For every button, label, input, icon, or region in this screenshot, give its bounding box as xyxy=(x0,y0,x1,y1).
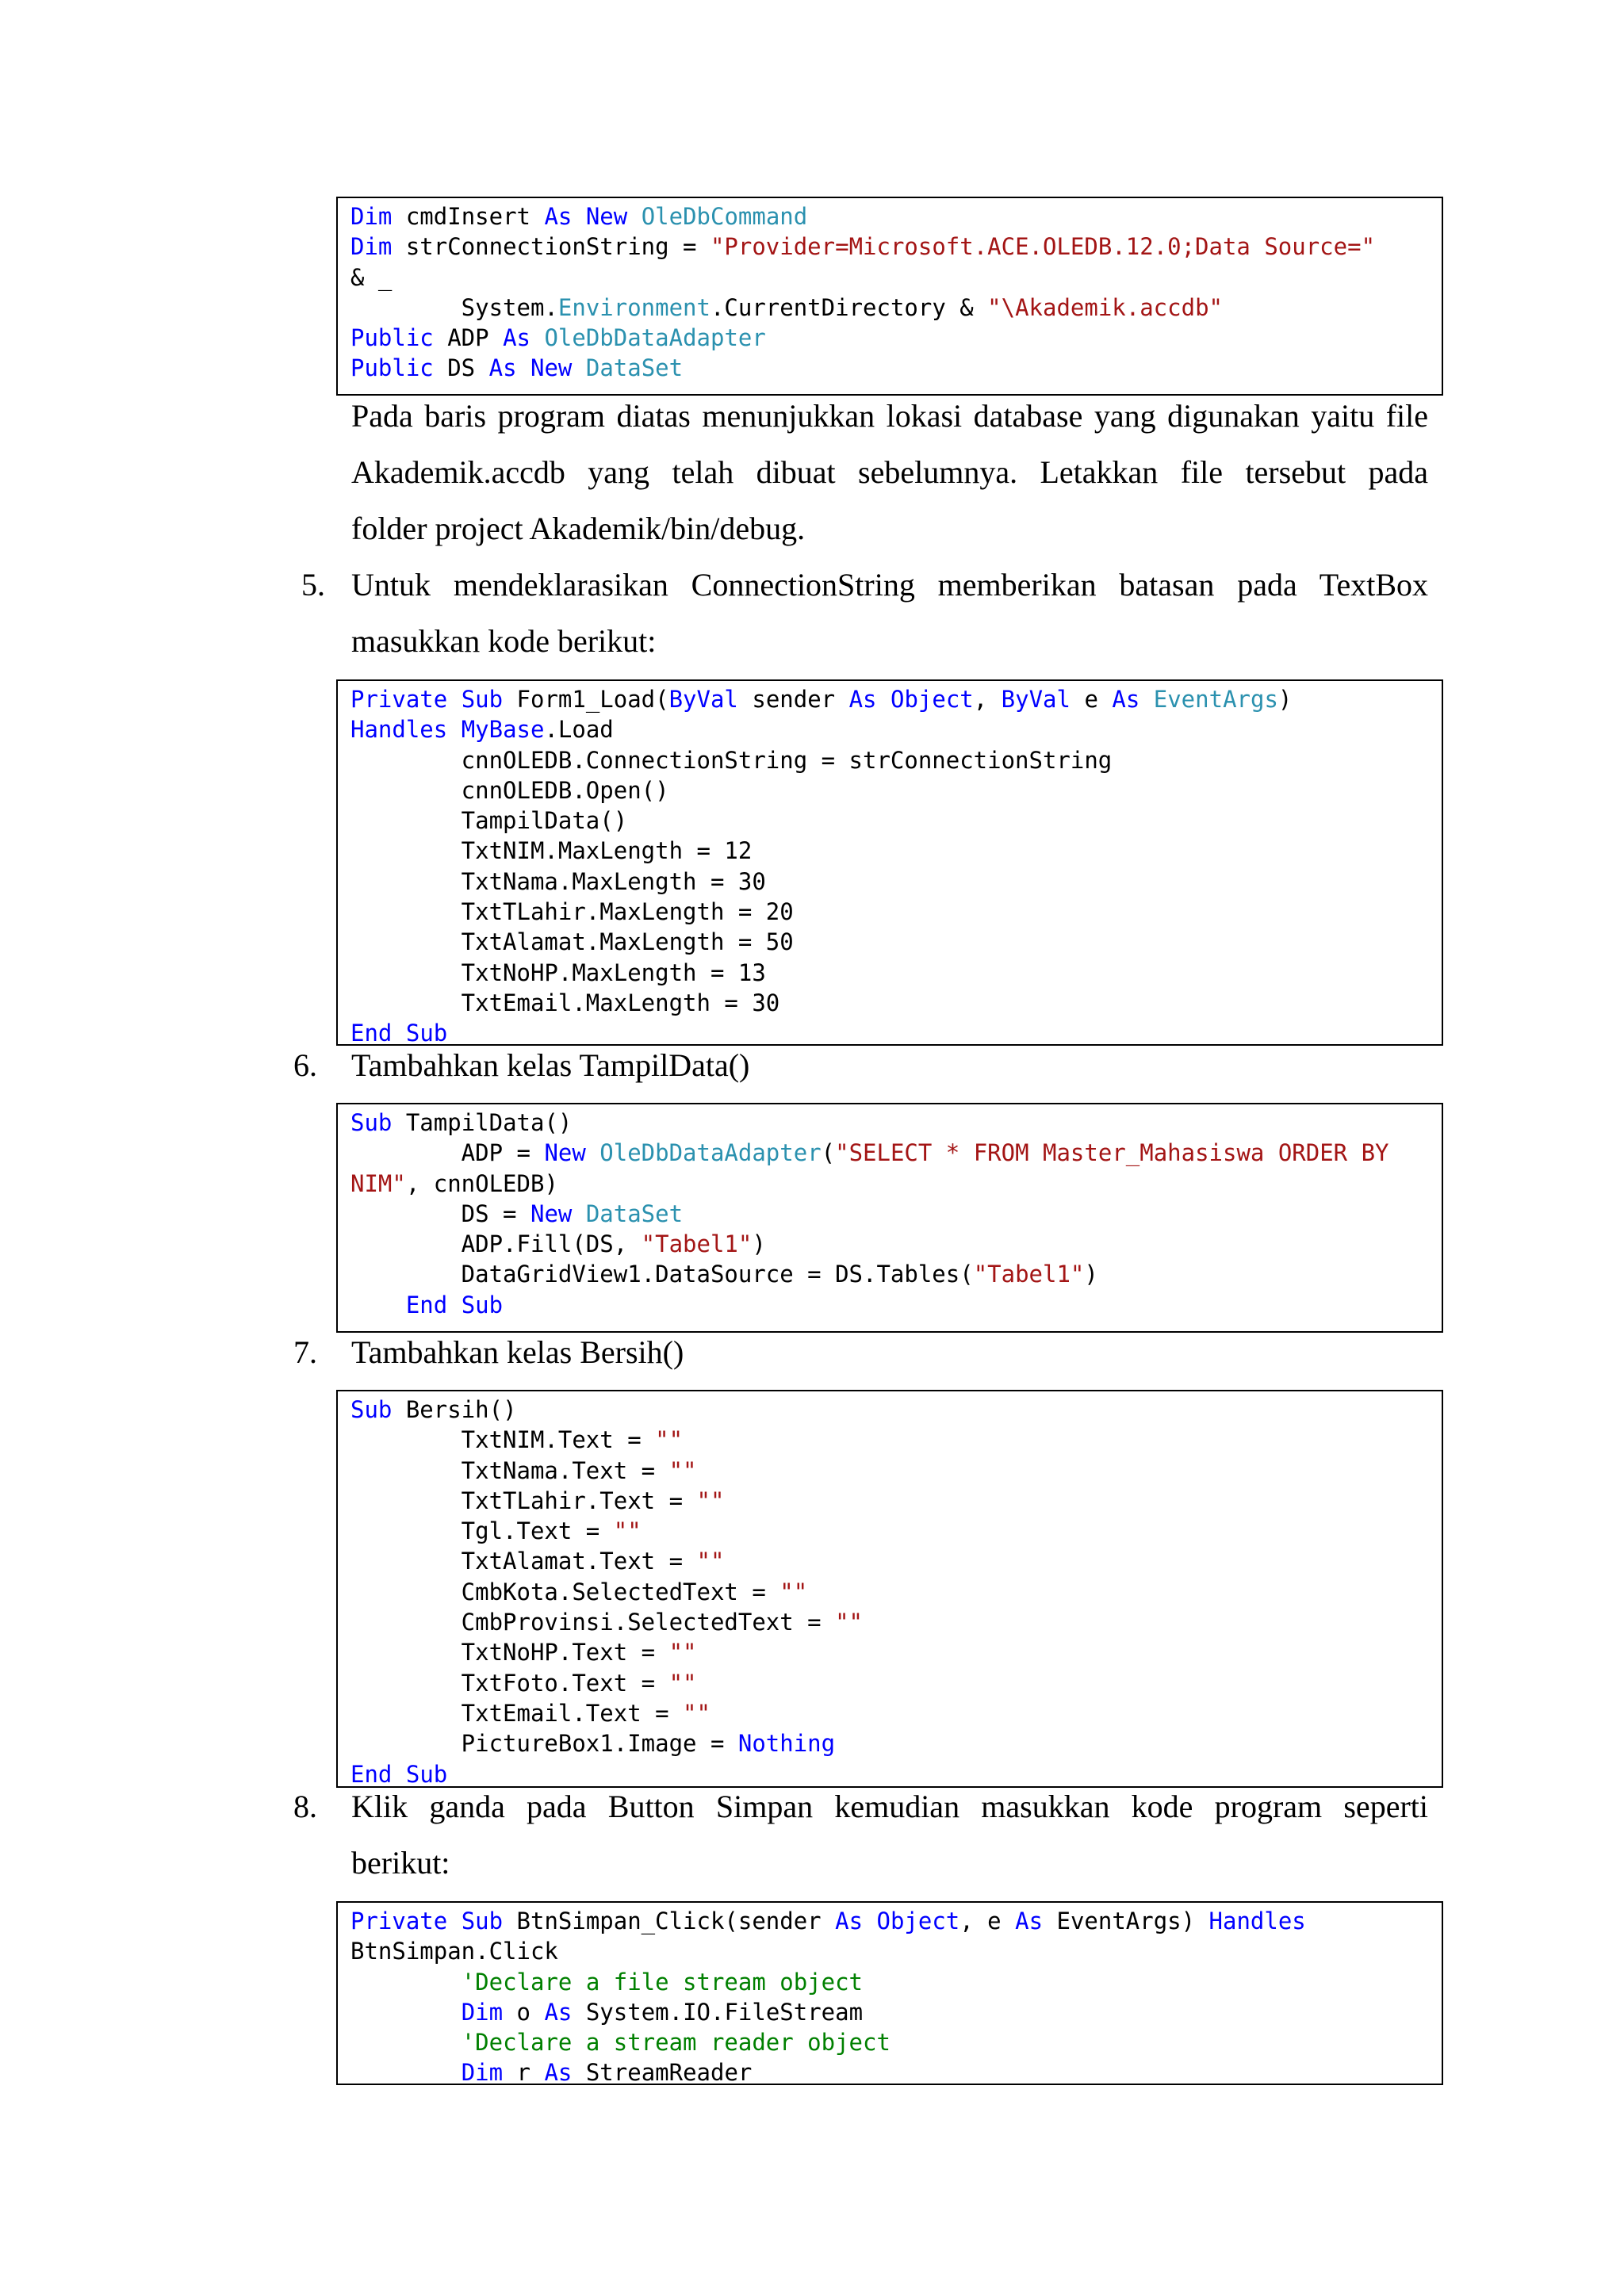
code-token: DS xyxy=(433,354,489,382)
code-token: Dim xyxy=(350,233,393,261)
code-line xyxy=(350,201,1442,232)
code-token: Sub xyxy=(461,686,504,713)
code-block-3 xyxy=(336,1103,1443,1333)
code-token: EventArgs xyxy=(1153,686,1278,713)
code-token: PictureBox1.Image = xyxy=(350,1730,738,1758)
code-token: CmbKota.SelectedText = xyxy=(350,1578,780,1605)
code-line xyxy=(350,323,1442,353)
code-token: "" xyxy=(696,1487,725,1514)
code-token: "" xyxy=(683,1699,710,1727)
code-token: As xyxy=(503,324,530,352)
code-token: BtnSimpan_Click(sender xyxy=(503,1908,836,1934)
code-token: "\Akademik.accdb" xyxy=(987,293,1223,321)
code-token: ) xyxy=(1277,686,1293,713)
step-6-text xyxy=(351,1037,1428,1093)
code-token: As xyxy=(1112,686,1140,713)
code-token: cmdInsert xyxy=(392,203,545,230)
code-token: Sub xyxy=(350,1396,393,1423)
code-line xyxy=(350,1169,1442,1199)
step-8-text xyxy=(351,1778,1428,1891)
code-block-5 xyxy=(336,1901,1443,2085)
step-number: 7. xyxy=(293,1334,317,1370)
code-token: Private xyxy=(350,686,448,713)
code-token: Sub xyxy=(405,1020,448,1046)
code-token: Nothing xyxy=(737,1730,836,1758)
code-line xyxy=(350,1395,1442,1425)
paragraph-line: Klik ganda pada Button Simpan kemudian masukkan kode program seperti xyxy=(351,1789,1428,1824)
code-token: Bersih() xyxy=(392,1396,517,1423)
code-line xyxy=(350,2057,1442,2085)
code-line xyxy=(350,293,1442,323)
code-line xyxy=(350,1637,1442,1667)
code-token: & _ xyxy=(350,263,393,291)
code-line xyxy=(350,684,1442,714)
paragraph-database-location xyxy=(351,388,1428,557)
code-line xyxy=(350,1425,1442,1455)
code-token: End xyxy=(350,1020,393,1046)
code-token: StreamReader xyxy=(572,2059,753,2085)
code-token: As xyxy=(835,1908,864,1934)
code-token: Private xyxy=(350,1908,448,1934)
code-line xyxy=(350,1668,1442,1698)
code-token: NIM" xyxy=(350,1169,406,1197)
code-token: "Tabel1" xyxy=(641,1230,753,1258)
code-line xyxy=(350,1108,1442,1138)
code-token: OleDbDataAdapter xyxy=(599,1139,822,1167)
code-token: "Provider=Microsoft.ACE.OLEDB.12.0;Data Source=" xyxy=(710,233,1376,261)
code-token: "" xyxy=(696,1548,725,1575)
code-token: TxtNoHP.MaxLength = 13 xyxy=(350,959,766,986)
code-token xyxy=(863,1908,876,1934)
code-token: DS = xyxy=(350,1200,530,1227)
code-token: New xyxy=(544,1139,586,1167)
code-token: As xyxy=(1015,1908,1044,1934)
code-line xyxy=(350,775,1442,806)
code-token: "" xyxy=(613,1517,642,1545)
code-token: Sub xyxy=(461,1908,504,1934)
code-token: ADP xyxy=(433,324,504,352)
code-token: MyBase xyxy=(461,716,545,744)
code-token: OleDbDataAdapter xyxy=(544,324,766,352)
code-token: strConnectionString = xyxy=(392,233,710,261)
code-token xyxy=(350,2059,462,2085)
code-token: New xyxy=(530,1200,573,1227)
code-token: OleDbCommand xyxy=(641,203,808,230)
code-line xyxy=(350,1997,1442,2027)
code-token: DataGridView1.DataSource = DS.Tables( xyxy=(350,1261,974,1288)
code-token: Tgl.Text = xyxy=(350,1517,614,1545)
code-token: , xyxy=(973,686,1002,713)
code-token xyxy=(530,324,544,351)
step-7-text xyxy=(351,1324,1428,1380)
code-token: TxtAlamat.MaxLength = 50 xyxy=(350,928,794,956)
code-token xyxy=(350,2029,462,2056)
code-token: .CurrentDirectory & xyxy=(710,293,988,321)
code-line xyxy=(350,897,1442,927)
code-line xyxy=(350,1456,1442,1486)
code-line xyxy=(350,1516,1442,1546)
code-token: As xyxy=(544,2059,573,2085)
code-line xyxy=(350,1577,1442,1607)
code-token: ) xyxy=(752,1230,766,1258)
code-line xyxy=(350,1906,1442,1936)
code-line xyxy=(350,714,1442,744)
code-token: TxtEmail.Text = xyxy=(350,1699,684,1727)
code-token: "" xyxy=(655,1426,684,1454)
code-line xyxy=(350,988,1442,1018)
code-token xyxy=(350,1999,462,2026)
code-token xyxy=(447,1908,461,1934)
code-token: DataSet xyxy=(585,1200,684,1227)
code-line xyxy=(350,1259,1442,1289)
code-token: ADP.Fill(DS, xyxy=(350,1230,642,1258)
paragraph-line: Untuk mendeklarasikan ConnectionString memberikan batasan pada TextBox xyxy=(351,567,1428,603)
code-token: Handles xyxy=(350,716,448,744)
code-line xyxy=(350,1967,1442,1997)
code-token: TxtNama.MaxLength = 30 xyxy=(350,867,766,895)
step-number: 6. xyxy=(293,1047,317,1083)
code-token: ADP = xyxy=(350,1139,545,1167)
code-token: DataSet xyxy=(585,354,684,382)
code-token xyxy=(586,1139,599,1166)
code-line xyxy=(350,353,1442,383)
code-token xyxy=(572,203,585,230)
code-token: TxtFoto.Text = xyxy=(350,1669,669,1697)
code-token: "" xyxy=(668,1669,697,1697)
code-token: "" xyxy=(668,1456,697,1484)
code-token: TxtNIM.Text = xyxy=(350,1426,656,1454)
code-token: Sub xyxy=(350,1109,393,1136)
code-token: Object xyxy=(890,686,974,713)
code-line xyxy=(350,836,1442,866)
code-token: cnnOLEDB.ConnectionString = strConnectionString xyxy=(350,746,1113,774)
code-token: TampilData() xyxy=(350,807,628,835)
code-token: "" xyxy=(779,1578,808,1605)
code-token: New xyxy=(530,354,573,382)
code-token: ByVal xyxy=(668,686,738,713)
code-token: System.IO.FileStream xyxy=(572,1998,864,2026)
paragraph-line: Tambahkan kelas Bersih() xyxy=(351,1334,684,1370)
code-token: EventArgs) xyxy=(1043,1908,1209,1934)
code-line xyxy=(350,806,1442,836)
code-token: New xyxy=(585,203,628,230)
code-token xyxy=(1139,686,1153,713)
code-token: System. xyxy=(350,293,558,321)
code-block-1 xyxy=(336,197,1443,396)
code-line xyxy=(350,927,1442,957)
code-line xyxy=(350,1698,1442,1728)
code-token: As xyxy=(544,1998,573,2026)
code-line xyxy=(350,1728,1442,1758)
code-token: , e xyxy=(959,1908,1016,1934)
code-token: TxtTLahir.Text = xyxy=(350,1487,697,1514)
code-line xyxy=(350,1546,1442,1576)
code-token: ByVal xyxy=(1001,686,1071,713)
code-token: As xyxy=(544,203,573,230)
code-token: sender xyxy=(737,686,849,713)
code-line xyxy=(350,867,1442,897)
code-line xyxy=(350,2027,1442,2057)
code-token xyxy=(447,716,461,743)
paragraph-line: folder project Akademik/bin/debug. xyxy=(351,511,806,546)
code-line xyxy=(350,958,1442,988)
step-number: 8. xyxy=(293,1789,317,1824)
paragraph-line: berikut: xyxy=(351,1845,450,1881)
paragraph-line: Tambahkan kelas TampilData() xyxy=(351,1047,750,1083)
code-token xyxy=(350,1292,406,1318)
code-line xyxy=(350,1138,1442,1168)
code-block-4 xyxy=(336,1390,1443,1788)
code-token: "" xyxy=(668,1639,697,1667)
code-token xyxy=(447,1292,461,1318)
code-token: End xyxy=(405,1291,448,1318)
code-line xyxy=(350,1199,1442,1229)
code-line xyxy=(350,745,1442,775)
code-token: TxtTLahir.MaxLength = 20 xyxy=(350,898,794,926)
code-token: As xyxy=(848,686,877,713)
code-token xyxy=(572,1200,585,1227)
code-token: Dim xyxy=(350,203,393,230)
code-token: 'Declare a stream reader object xyxy=(461,2029,891,2057)
code-token: Sub xyxy=(461,1291,504,1318)
code-line xyxy=(350,262,1442,293)
code-line xyxy=(350,1607,1442,1637)
paragraph-line: Akademik.accdb yang telah dibuat sebelumnya. Letakkan file tersebut pada xyxy=(351,454,1428,490)
code-token: Object xyxy=(876,1908,960,1934)
code-token: TxtEmail.MaxLength = 30 xyxy=(350,989,780,1016)
paragraph-line: masukkan kode berikut: xyxy=(351,623,657,659)
code-token: Environment xyxy=(557,293,710,321)
code-token: Dim xyxy=(461,2059,504,2085)
code-token: Dim xyxy=(461,1998,504,2026)
code-token xyxy=(572,354,585,381)
code-token: TxtNIM.MaxLength = 12 xyxy=(350,837,753,865)
code-token: ( xyxy=(821,1139,836,1167)
code-token xyxy=(447,686,461,713)
code-line xyxy=(350,1936,1442,1966)
code-token: "" xyxy=(835,1609,864,1636)
code-token: End xyxy=(350,1760,393,1788)
code-token xyxy=(517,354,530,381)
code-token: As xyxy=(488,354,517,382)
code-line xyxy=(350,1486,1442,1516)
code-token xyxy=(350,1969,462,1996)
code-line xyxy=(350,1229,1442,1259)
code-token: TampilData() xyxy=(392,1109,573,1136)
code-token: TxtNama.Text = xyxy=(350,1456,669,1484)
step-5-text xyxy=(351,557,1428,669)
step-number: 5. xyxy=(301,567,325,603)
code-token: o xyxy=(503,1998,545,2026)
code-token: e xyxy=(1070,686,1113,713)
code-block-2 xyxy=(336,679,1443,1046)
code-token: BtnSimpan.Click xyxy=(350,1938,558,1965)
code-token: .Load xyxy=(544,716,614,744)
code-token: 'Declare a file stream object xyxy=(461,1968,864,1996)
code-token: CmbProvinsi.SelectedText = xyxy=(350,1609,836,1636)
code-token: r xyxy=(503,2059,545,2085)
code-token: TxtNoHP.Text = xyxy=(350,1639,669,1667)
code-token: TxtAlamat.Text = xyxy=(350,1548,697,1575)
code-token: Public xyxy=(350,354,434,382)
code-line xyxy=(350,232,1442,262)
code-line xyxy=(350,1290,1442,1320)
code-token: ) xyxy=(1084,1261,1098,1288)
code-token: "SELECT * FROM Master_Mahasiswa ORDER BY xyxy=(835,1139,1389,1167)
code-token xyxy=(627,203,641,230)
code-token: Public xyxy=(350,324,434,352)
paragraph-line: Pada baris program diatas menunjukkan lokasi database yang digunakan yaitu file xyxy=(351,398,1428,434)
code-token: , cnnOLEDB) xyxy=(405,1169,558,1197)
code-token: Form1_Load( xyxy=(503,686,669,713)
code-token: Handles xyxy=(1208,1908,1306,1934)
code-token xyxy=(877,686,891,713)
code-token: Sub xyxy=(405,1760,448,1788)
code-token: cnnOLEDB.Open() xyxy=(350,776,669,804)
code-token: "Tabel1" xyxy=(973,1261,1085,1288)
